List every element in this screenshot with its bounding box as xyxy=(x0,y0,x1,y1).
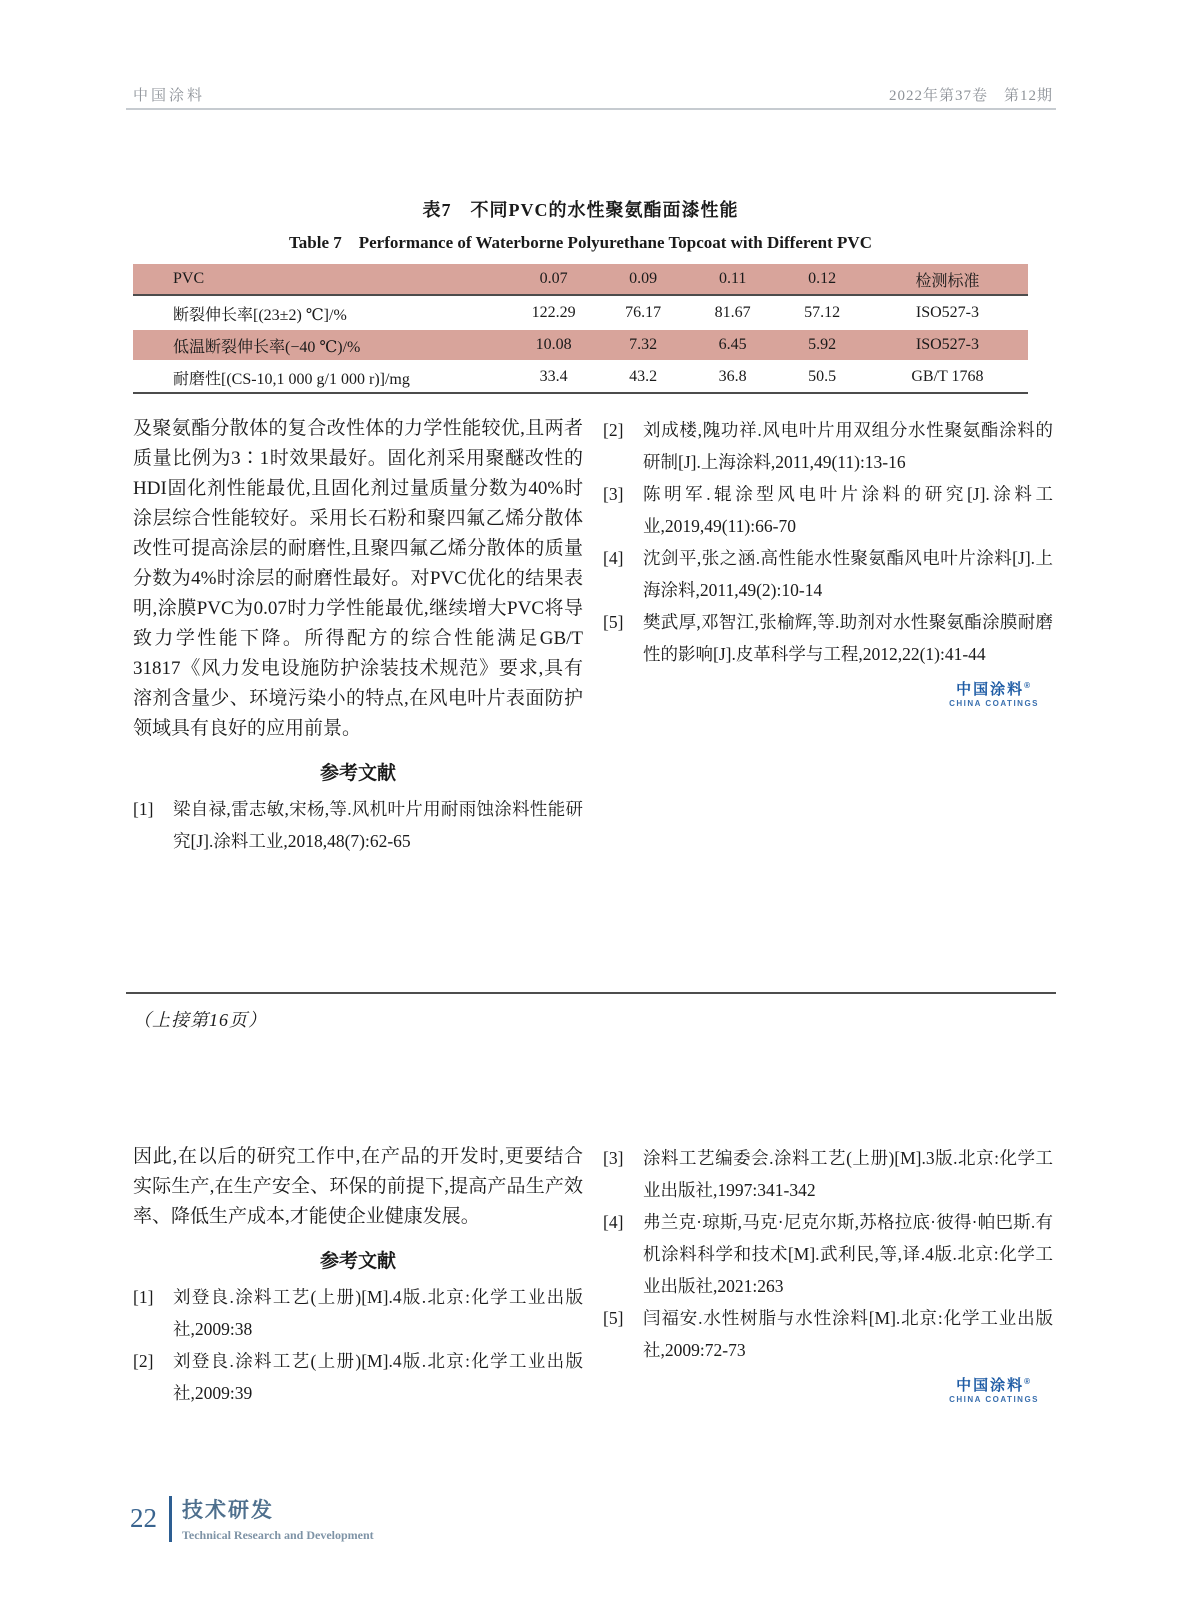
reference-text: 梁自禄,雷志敏,宋杨,等.风机叶片用耐雨蚀涂料性能研究[J].涂料工业,2018,48(7):62-65 xyxy=(173,799,583,851)
table-row xyxy=(133,362,1028,394)
table-cell: ISO527-3 xyxy=(915,304,979,321)
logo-en-text: CHINA COATINGS xyxy=(949,1395,1039,1404)
section1-columns xyxy=(133,414,1053,857)
table-title-en: Table 7 Performance of Waterborne Polyurethane Topcoat with Different PVC xyxy=(289,233,872,252)
table-row xyxy=(133,298,1028,328)
table-cell: 43.2 xyxy=(598,362,688,394)
running-head xyxy=(133,84,1053,105)
reference-item xyxy=(133,1281,583,1345)
table7-section xyxy=(133,196,1028,396)
table-cell: 7.32 xyxy=(629,336,658,353)
table-cell: 122.29 xyxy=(531,304,576,321)
reference-text: 樊武厚,邓智江,张榆辉,等.助剂对水性聚氨酯涂膜耐磨性的影响[J].皮革科学与工程,2012,22(1):41-44 xyxy=(643,612,1053,664)
reference-item xyxy=(603,606,1053,670)
reference-marker: [3] xyxy=(603,484,624,504)
reference-item xyxy=(603,414,1053,478)
col-header: 0.11 xyxy=(688,264,778,296)
logo-en-text: CHINA COATINGS xyxy=(949,699,1039,708)
col-header: 检测标准 xyxy=(867,264,1028,296)
reference-text: 沈剑平,张之涵.高性能水性聚氨酯风电叶片涂料[J].上海涂料,2011,49(2):10-14 xyxy=(643,548,1053,600)
table-cell: 耐磨性[(CS-10,1 000 g/1 000 r)]/mg xyxy=(133,362,509,394)
reference-text: 刘登良.涂料工艺(上册)[M].4版.北京:化学工业出版社,2009:39 xyxy=(173,1351,583,1403)
page-number: 22 xyxy=(130,1503,157,1533)
table-header-row xyxy=(133,264,1028,296)
logo-zh-text: 中国涂料® xyxy=(956,681,1033,698)
reference-item xyxy=(603,1206,1053,1302)
table-cell: GB/T 1768 xyxy=(867,362,1028,394)
table-cell: 57.12 xyxy=(804,304,841,321)
logo-zh-text: 中国涂料® xyxy=(956,1377,1033,1394)
table-title-zh: 表7 不同PVC的水性聚氨酯面漆性能 xyxy=(422,200,739,220)
col-header: 0.12 xyxy=(777,264,867,296)
china-coatings-logo xyxy=(949,1374,1039,1404)
section1-right-column xyxy=(603,414,1053,857)
conclusion-paragraph-2: 因此,在以后的研究工作中,在产品的开发时,更要结合实际生产,在生产安全、环保的前提下,提高产品生产效率、降低生产成本,才能使企业健康发展。 xyxy=(133,1146,583,1227)
china-coatings-logo xyxy=(949,678,1039,708)
section-divider xyxy=(126,992,1056,994)
reference-marker: [4] xyxy=(603,1212,624,1232)
issue-info: 2022年第37卷 第12期 xyxy=(888,88,1053,104)
continued-from-note: （上接第16页） xyxy=(133,1010,267,1030)
footer-section-zh: 技术研发 xyxy=(182,1499,274,1522)
footer-section-en: Technical Research and Development xyxy=(182,1528,374,1542)
section1-left-column xyxy=(133,414,583,857)
section2-columns xyxy=(133,1142,1053,1409)
reference-marker: [5] xyxy=(603,612,624,632)
reference-marker: [2] xyxy=(133,1351,154,1371)
table-cell: 81.67 xyxy=(714,304,751,321)
table-cell: 33.4 xyxy=(509,362,599,394)
footer-divider-bar xyxy=(169,1496,172,1542)
table-cell: 5.92 xyxy=(808,336,837,353)
table-cell: ISO527-3 xyxy=(915,336,979,353)
section2-left-column xyxy=(133,1142,583,1409)
journal-name: 中国涂料 xyxy=(133,88,206,104)
col-header: 0.07 xyxy=(509,264,599,296)
conclusion-paragraph: 及聚氨酯分散体的复合改性体的力学性能较优,且两者质量比例为3∶1时效果最好。固化剂采用聚醚改性的HDI固化剂性能最优,且固化剂过量质量分数为40%时涂层综合性能较好。采用长石粉和聚四氟乙烯分散体改性可提高涂层的耐磨性,且聚四氟乙烯分散体的质量分数为4%时涂层的耐磨性最好。对PVC优化的结果表明,涂膜PVC为0.07时力学性能最优,继续增大PVC将导致力学性能下降。所得配方的综合性能满足GB/T 31817《风力发电设施防护涂装技术规范》要求,具有溶剂含量少、环境污染小的特点,在风电叶片表面防护领域具有良好的应用前景。 xyxy=(133,418,583,739)
table-row xyxy=(133,330,1028,360)
reference-item xyxy=(603,1302,1053,1366)
reference-text: 陈明军.辊涂型风电叶片涂料的研究[J].涂料工业,2019,49(11):66-70 xyxy=(643,484,1053,536)
reference-text: 闫福安.水性树脂与水性涂料[M].北京:化学工业出版社,2009:72-73 xyxy=(643,1308,1053,1360)
reference-text: 刘登良.涂料工艺(上册)[M].4版.北京:化学工业出版社,2009:38 xyxy=(173,1287,583,1339)
section2-right-column xyxy=(603,1142,1053,1409)
footer-section-block xyxy=(182,1494,374,1543)
reference-marker: [2] xyxy=(603,420,624,440)
reference-item xyxy=(603,478,1053,542)
reference-text: 涂料工艺编委会.涂料工艺(上册)[M].3版.北京:化学工业出版社,1997:341-342 xyxy=(643,1148,1053,1200)
reference-text: 弗兰克·琼斯,马克·尼克尔斯,苏格拉底·彼得·帕巴斯.有机涂料科学和技术[M].武利民,等,译.4版.北京:化学工业出版社,2021:263 xyxy=(643,1212,1053,1296)
page-footer xyxy=(130,1494,374,1543)
table-cell: 36.8 xyxy=(688,362,778,394)
references-heading: 参考文献 xyxy=(319,763,396,784)
registered-mark: ® xyxy=(1024,681,1033,690)
references-heading: 参考文献 xyxy=(319,1251,396,1272)
reference-marker: [4] xyxy=(603,548,624,568)
table-cell: 50.5 xyxy=(777,362,867,394)
table-cell: 76.17 xyxy=(625,304,662,321)
reference-marker: [5] xyxy=(603,1308,624,1328)
table-cell: 断裂伸长率[(23±2) ℃]/% xyxy=(173,306,347,324)
reference-item xyxy=(133,793,583,857)
table-cell: 低温断裂伸长率(−40 ℃)/% xyxy=(173,338,361,356)
reference-marker: [3] xyxy=(603,1148,624,1168)
reference-text: 刘成楼,隗功祥.风电叶片用双组分水性聚氨酯涂料的研制[J].上海涂料,2011,49(11):13-16 xyxy=(643,420,1053,472)
header-rule xyxy=(126,108,1056,110)
reference-item xyxy=(603,542,1053,606)
reference-marker: [1] xyxy=(133,1287,154,1307)
table-cell: 10.08 xyxy=(535,336,572,353)
reference-item xyxy=(133,1345,583,1409)
col-header: PVC xyxy=(133,264,509,296)
performance-table xyxy=(133,262,1028,396)
registered-mark: ® xyxy=(1024,1377,1033,1386)
reference-item xyxy=(603,1142,1053,1206)
table-cell: 6.45 xyxy=(718,336,747,353)
col-header: 0.09 xyxy=(598,264,688,296)
reference-marker: [1] xyxy=(133,799,154,819)
